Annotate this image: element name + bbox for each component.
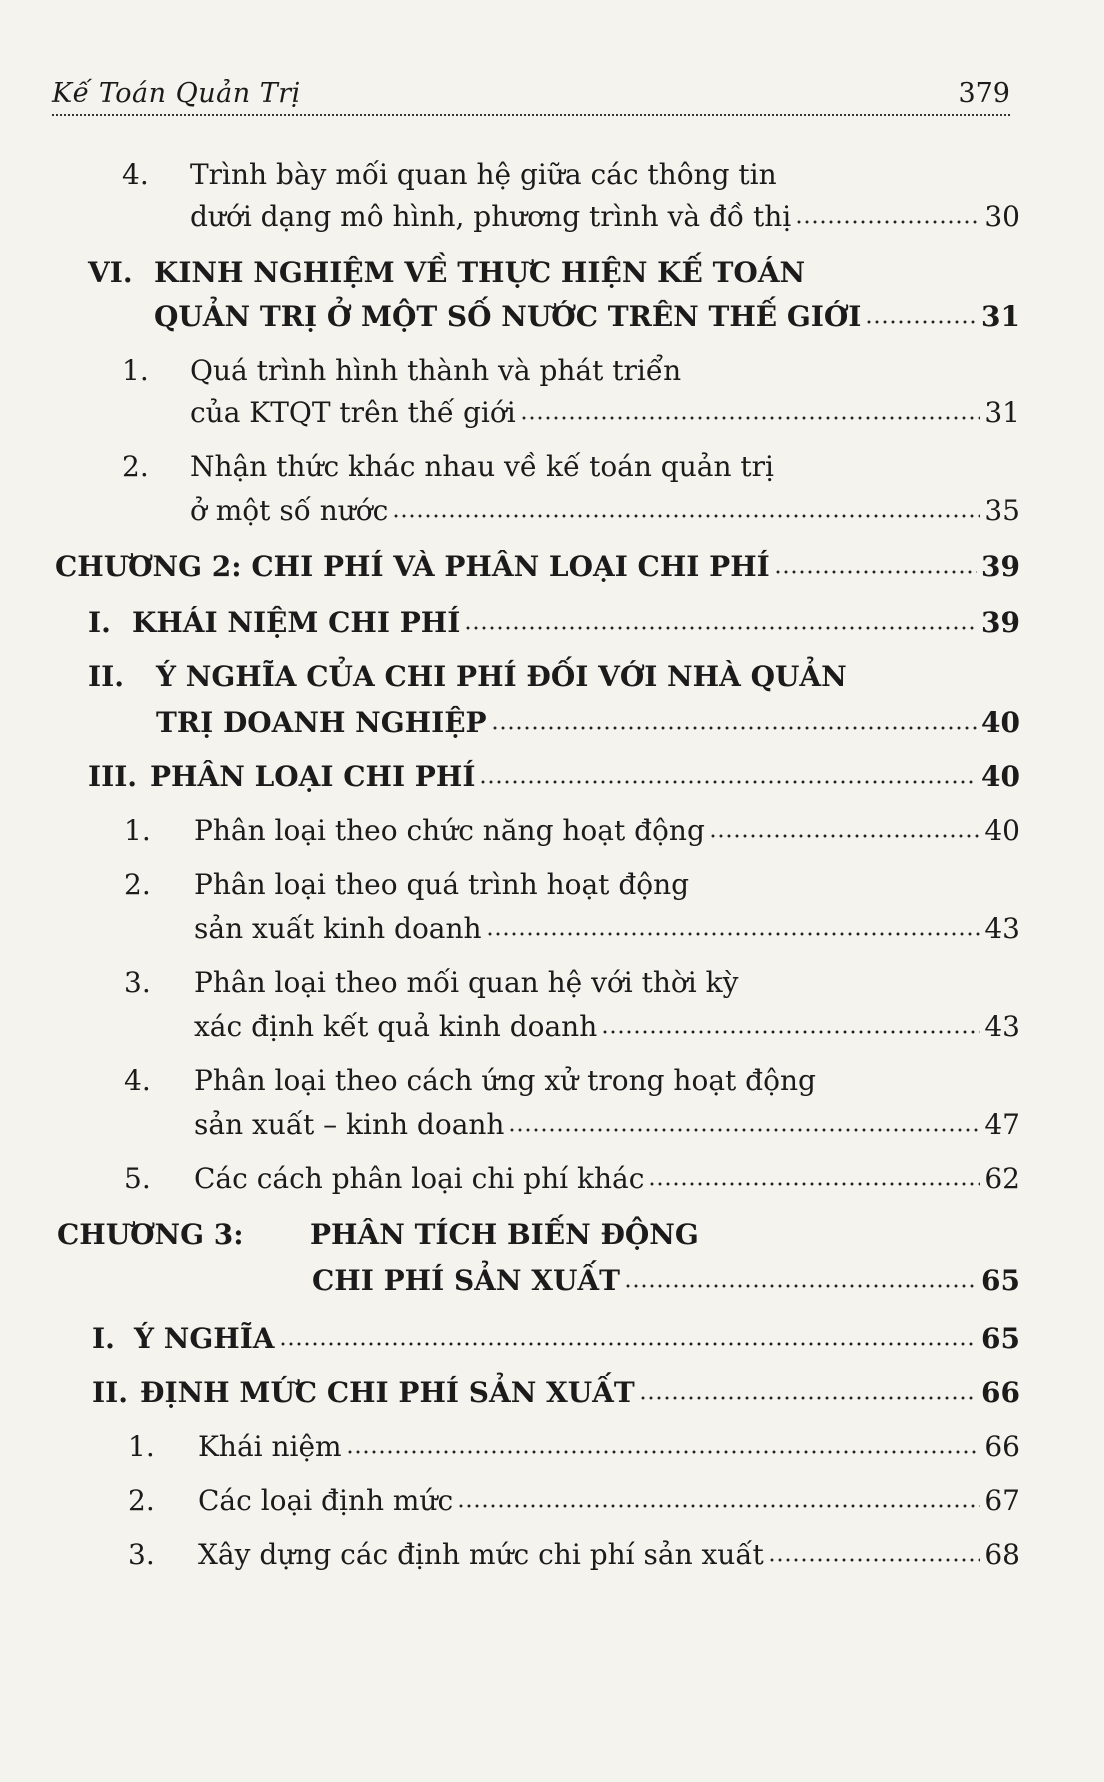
- toc-entry-text: xác định kết quả kinh doanh: [194, 1010, 598, 1043]
- toc-page-number: 40: [981, 706, 1020, 739]
- toc-page-number: 39: [981, 550, 1020, 583]
- leader-dots: [768, 1556, 981, 1564]
- leader-dots: [457, 1502, 980, 1510]
- toc-entry-line: [190, 488, 1020, 528]
- toc-entry-text: Quá trình hình thành và phát triển: [190, 354, 682, 387]
- toc-number: 1.: [124, 814, 151, 847]
- leader-dots: [346, 1448, 981, 1456]
- toc-page-number: 65: [981, 1264, 1020, 1297]
- toc-entry-text: Nhận thức khác nhau về kế toán quản trị: [190, 450, 774, 483]
- toc-entry-text: PHÂN TÍCH BIẾN ĐỘNG: [310, 1218, 699, 1251]
- toc-entry-text: KHÁI NIỆM CHI PHÍ: [132, 606, 461, 639]
- toc-entry-line: [190, 390, 1020, 430]
- toc-entry-text: dưới dạng mô hình, phương trình và đồ thị: [190, 200, 792, 233]
- toc-number: 4.: [122, 158, 149, 191]
- toc-page-number: 66: [981, 1376, 1020, 1409]
- toc-entry-line: [132, 600, 1020, 640]
- toc-entry-text: CHƯƠNG 2: CHI PHÍ VÀ PHÂN LOẠI CHI PHÍ: [55, 550, 770, 583]
- leader-dots: [508, 1126, 980, 1134]
- toc-entry-line: [194, 1004, 1020, 1044]
- toc-entry-text: Ý NGHĨA: [134, 1322, 275, 1355]
- toc-page-number: 35: [984, 494, 1020, 527]
- leader-dots: [464, 624, 977, 632]
- toc-entry-text: Phân loại theo mối quan hệ với thời kỳ: [194, 966, 739, 999]
- toc-entry-line: [190, 348, 1020, 388]
- leader-dots: [479, 778, 977, 786]
- leader-dots: [865, 318, 977, 326]
- leader-dots: [624, 1282, 977, 1290]
- toc-entry-text: sản xuất kinh doanh: [194, 912, 482, 945]
- toc-entry-line: [194, 1156, 1020, 1196]
- leader-dots: [639, 1394, 977, 1402]
- toc-entry-line: [198, 1478, 1020, 1518]
- header-page-number: 379: [958, 78, 1010, 109]
- toc-entry-text: TRỊ DOANH NGHIỆP: [156, 706, 487, 739]
- toc-number: 2.: [128, 1484, 155, 1517]
- toc-chapter-line: [55, 544, 1020, 584]
- toc-page-number: 68: [984, 1538, 1020, 1571]
- toc-number: 3.: [128, 1538, 155, 1571]
- toc-entry-line: [194, 906, 1020, 946]
- toc-page-number: 62: [984, 1162, 1020, 1195]
- toc-entry-line: [194, 1102, 1020, 1142]
- toc-entry-line: [150, 754, 1020, 794]
- toc-number: 2.: [124, 868, 151, 901]
- toc-entry-text: ở một số nước: [190, 494, 389, 527]
- toc-entry-line: [134, 1316, 1020, 1356]
- toc-number: 2.: [122, 450, 149, 483]
- toc-entry-text: Ý NGHĨA CỦA CHI PHÍ ĐỐI VỚI NHÀ QUẢN: [156, 660, 847, 693]
- toc-number: II.: [92, 1376, 128, 1409]
- toc-page-number: 66: [984, 1430, 1020, 1463]
- toc-entry-text: Trình bày mối quan hệ giữa các thông tin: [190, 158, 777, 191]
- toc-page-number: 47: [984, 1108, 1020, 1141]
- toc-entry-text: ĐỊNH MỨC CHI PHÍ SẢN XUẤT: [140, 1376, 635, 1409]
- toc-chapter-number: CHƯƠNG 3:: [57, 1218, 244, 1251]
- toc-page-number: 30: [984, 200, 1020, 233]
- toc-number: 5.: [124, 1162, 151, 1195]
- toc-entry-line: [198, 1532, 1020, 1572]
- toc-page-number: 40: [981, 760, 1020, 793]
- leader-dots: [520, 414, 981, 422]
- toc-number: II.: [88, 660, 124, 693]
- toc-entry-text: Các cách phân loại chi phí khác: [194, 1162, 645, 1195]
- toc-entry-line: [194, 808, 1020, 848]
- toc-entry-line: [194, 960, 1020, 1000]
- leader-dots: [392, 512, 980, 520]
- leader-dots: [601, 1028, 980, 1036]
- toc-entry-line: [312, 1258, 1020, 1298]
- leader-dots: [486, 930, 981, 938]
- toc-entry-text: Các loại định mức: [198, 1484, 454, 1517]
- toc-entry-text: của KTQT trên thế giới: [190, 396, 516, 429]
- toc-number: 4.: [124, 1064, 151, 1097]
- toc-entry-line: [156, 700, 1020, 740]
- toc-entry-text: CHI PHÍ SẢN XUẤT: [312, 1264, 620, 1297]
- leader-dots: [774, 568, 977, 576]
- toc-entry-text: QUẢN TRỊ Ở MỘT SỐ NƯỚC TRÊN THẾ GIỚI: [154, 300, 862, 333]
- toc-entry-line: [140, 1370, 1020, 1410]
- toc-page-number: 39: [981, 606, 1020, 639]
- toc-entry-line: [154, 250, 1020, 290]
- toc-page-number: 67: [984, 1484, 1020, 1517]
- toc-entry-text: Khái niệm: [198, 1430, 342, 1463]
- toc-entry-line: [190, 152, 1020, 192]
- toc-number: 3.: [124, 966, 151, 999]
- toc-number: 1.: [122, 354, 149, 387]
- toc-entry-line: [154, 294, 1020, 334]
- toc-entry-line: [156, 654, 1020, 694]
- toc-entry-line: [190, 194, 1020, 234]
- toc-page-number: 43: [984, 912, 1020, 945]
- toc-entry-text: Phân loại theo quá trình hoạt động: [194, 868, 690, 901]
- toc-entry-text: Phân loại theo cách ứng xử trong hoạt động: [194, 1064, 816, 1097]
- toc-entry-line: [310, 1212, 1020, 1252]
- toc-number: I.: [88, 606, 111, 639]
- leader-dots: [648, 1180, 980, 1188]
- toc-page-number: 65: [981, 1322, 1020, 1355]
- toc-entry-text: PHÂN LOẠI CHI PHÍ: [150, 760, 476, 793]
- leader-dots: [795, 218, 980, 226]
- toc-number: I.: [92, 1322, 115, 1355]
- toc-number: 1.: [128, 1430, 155, 1463]
- toc-number: III.: [88, 760, 138, 793]
- leader-dots: [709, 832, 980, 840]
- toc-entry-line: [190, 444, 1020, 484]
- toc-entry-line: [194, 862, 1020, 902]
- toc-page-number: 43: [984, 1010, 1020, 1043]
- toc-entry-text: Xây dựng các định mức chi phí sản xuất: [198, 1538, 764, 1571]
- toc-page-number: 40: [984, 814, 1020, 847]
- toc-entry-text: KINH NGHIỆM VỀ THỰC HIỆN KẾ TOÁN: [154, 256, 806, 289]
- toc-entry-text: sản xuất – kinh doanh: [194, 1108, 505, 1141]
- toc-entry-line: [198, 1424, 1020, 1464]
- toc-entry-text: Phân loại theo chức năng hoạt động: [194, 814, 705, 847]
- header-title: Kế Toán Quản Trị: [52, 78, 301, 109]
- leader-dots: [491, 724, 977, 732]
- leader-dots: [279, 1340, 978, 1348]
- toc-number: VI.: [88, 256, 133, 289]
- toc-page-number: 31: [984, 396, 1020, 429]
- toc-page-number: 31: [981, 300, 1020, 333]
- toc-entry-line: [194, 1058, 1020, 1098]
